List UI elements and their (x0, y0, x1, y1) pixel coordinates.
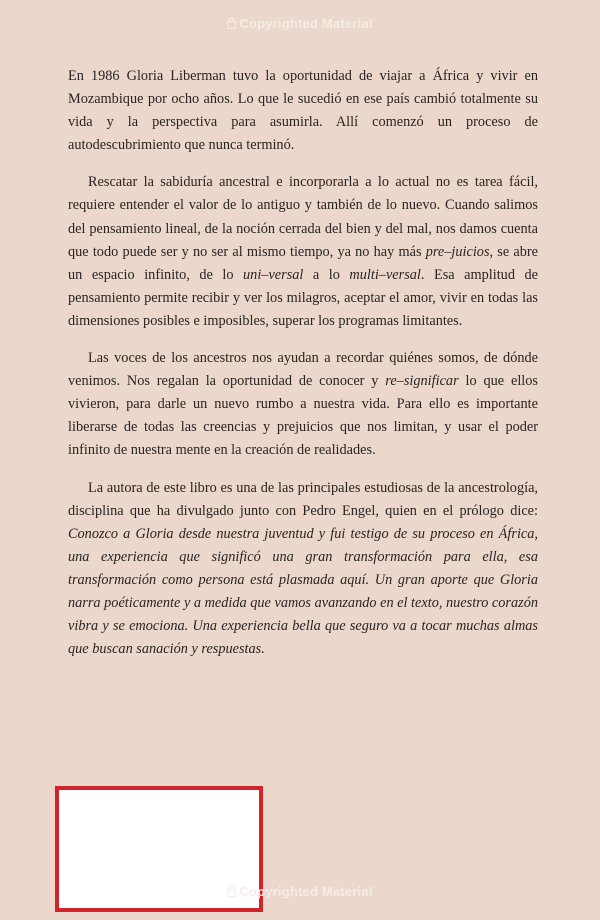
back-cover-text (68, 65, 538, 675)
lock-icon (227, 21, 236, 29)
paragraph-4: La autora de este libro es una de las principales estudiosas de la ancestrología, disciplina que ha divulgado junto con Pedro Engel, quien en el prólogo dice: Conozco a Gloria desde nuestra juventud y fui testigo de su proceso en África, una experiencia que significó una gran transformación para ella, esa transformación como persona está plasmada aquí. Un gran aporte que Gloria narra poéticamente y a medida que vamos avanzando en el texto, nuestro corazón vibra y se emociona. Una experiencia bella que seguro va a tocar muchas almas que buscan sanación y respuestas. (68, 479, 538, 658)
watermark-text: Copyrighted Material (239, 884, 373, 899)
copyright-watermark-top (0, 16, 600, 31)
paragraph-3: Las voces de los ancestros nos ayudan a recordar quiénes somos, de dónde venimos. Nos regalan la oportunidad de conocer y re–significar lo que ellos vivieron, para darle un nuevo rumbo a nuestra vida. Para ello es importante liberarse de todas las creencias y prejuicios que nos limitan, y usar el poder infinito de nuestra mente en la creación de realidades. (68, 350, 538, 459)
watermark-text: Copyrighted Material (239, 16, 373, 31)
copyright-watermark-bottom (0, 884, 600, 899)
paragraph-2: Rescatar la sabiduría ancestral e incorporarla a lo actual no es tarea fácil, requiere entender el valor de lo antiguo y también de lo nuevo. Cuando salimos del pensamiento lineal, de la noción cerrada del bien y del mal, nos damos cuenta que todo puede ser y no ser al mismo tiempo, ya no hay más pre–juicios, se abre un espacio infinito, de lo uni–versal a lo multi–versal. Esa amplitud de pensamiento permite recibir y ver los milagros, aceptar el amor, vivir en todas las dimensiones posibles e imposibles, superar los programas limitantes. (68, 174, 539, 329)
lock-icon (227, 889, 236, 897)
paragraph-1: En 1986 Gloria Liberman tuvo la oportunidad de viajar a África y vivir en Mozambique por ocho años. Lo que le sucedió en ese país cambió totalmente su vida y la perspectiva para asumirla. Allí comenzó un proceso de autodescubrimiento que nunca terminó. (68, 68, 538, 154)
